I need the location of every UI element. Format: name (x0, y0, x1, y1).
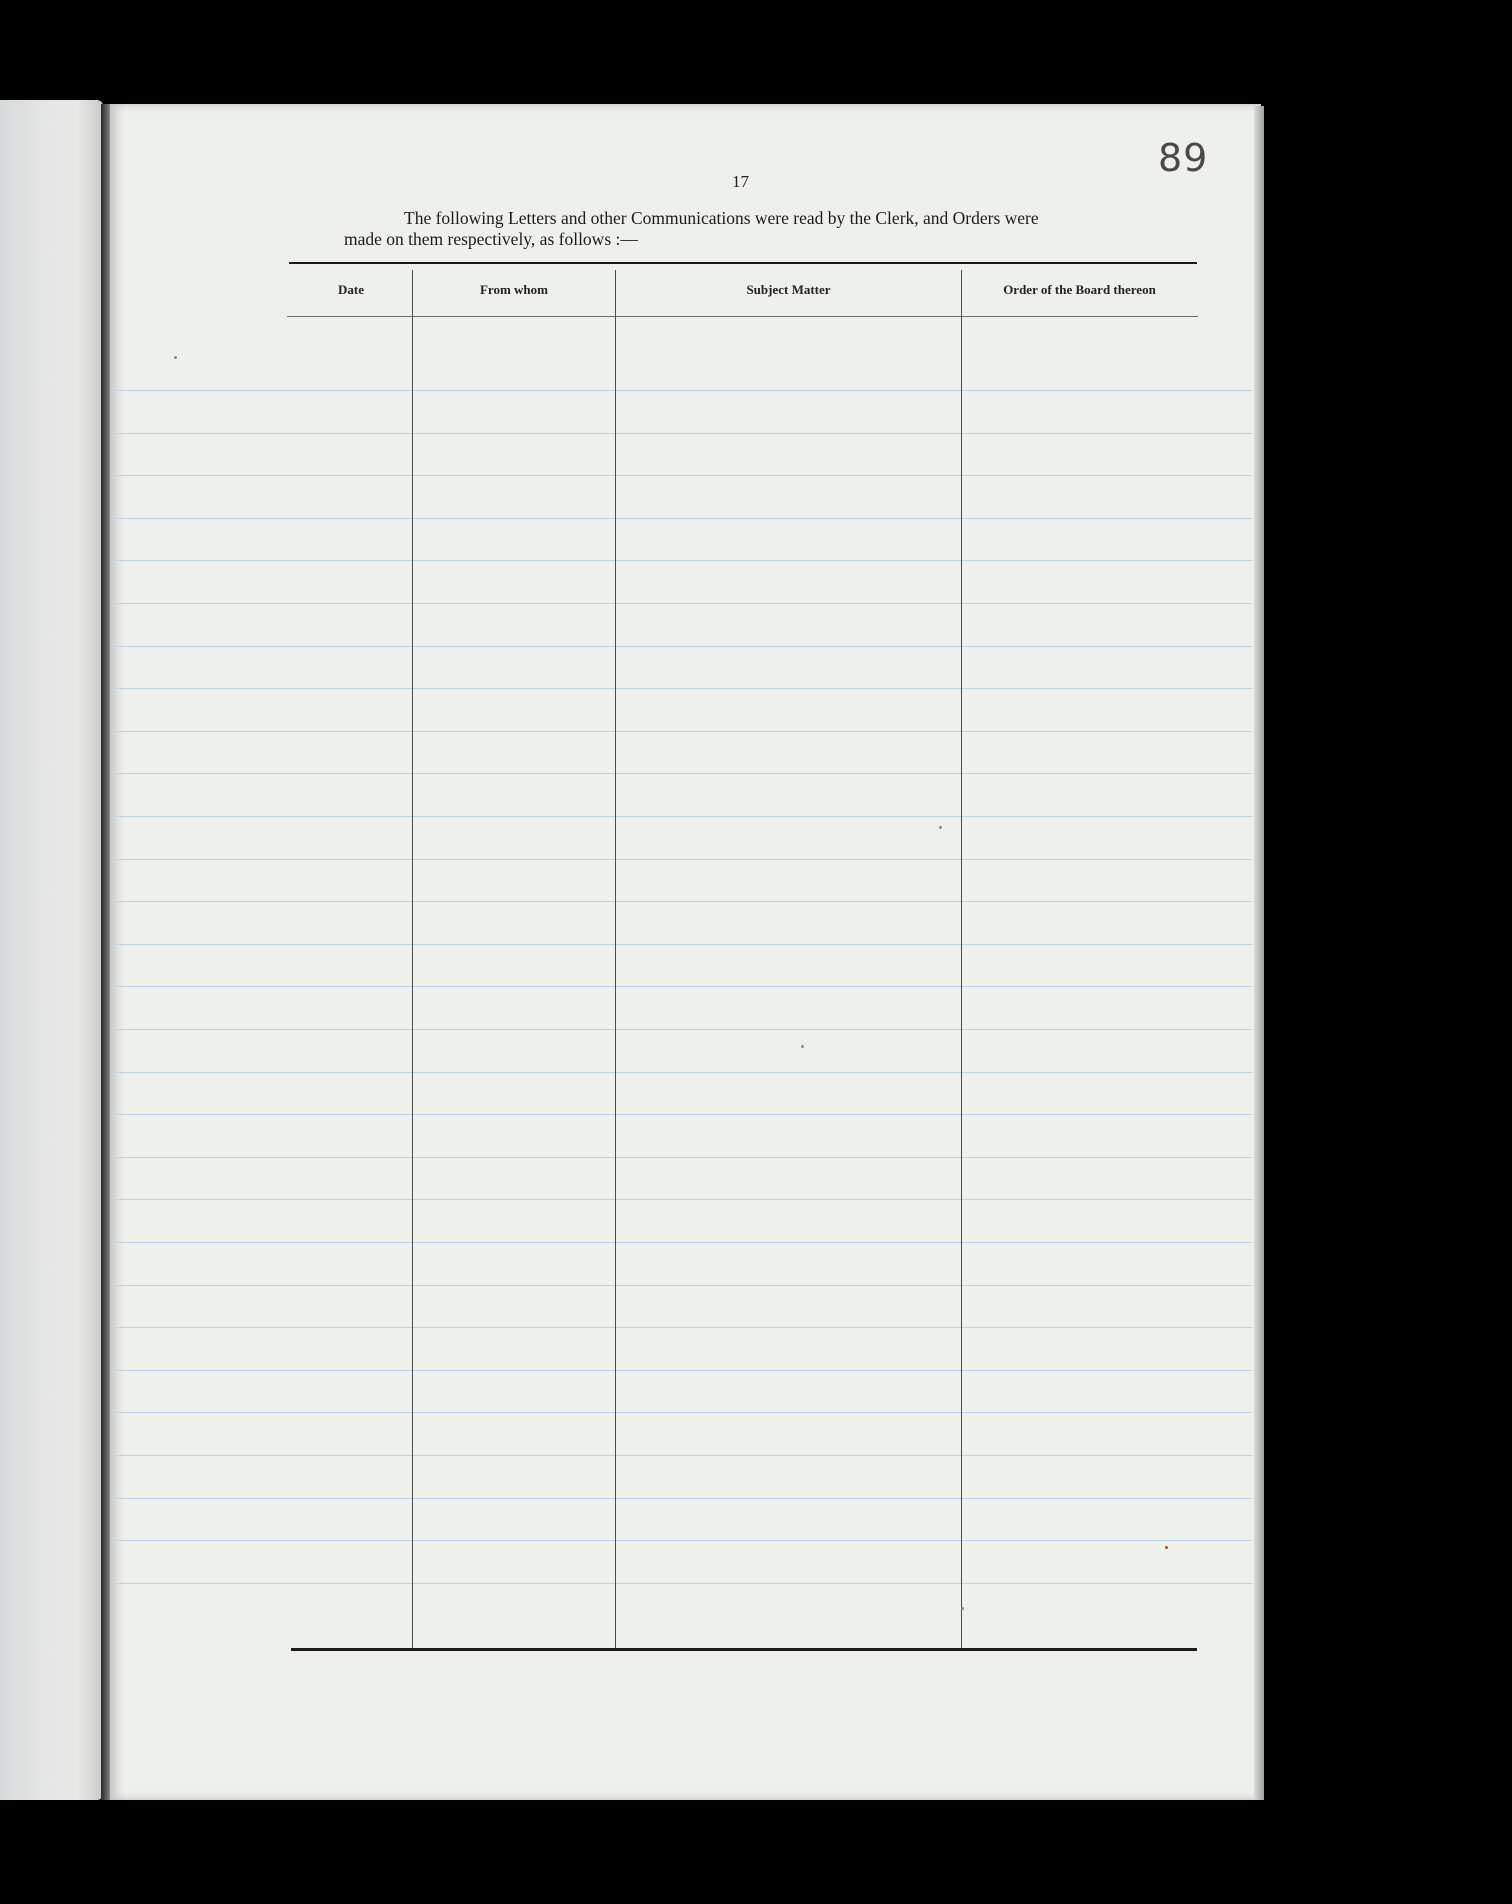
page-edge (1254, 106, 1264, 1800)
column-header-subject-matter: Subject Matter (746, 282, 831, 297)
column-divider-date (412, 270, 413, 1648)
column-header-from-whom: From whom (479, 282, 548, 297)
ledger-page (110, 104, 1261, 1800)
paper-speck (174, 356, 177, 359)
facing-page (0, 100, 103, 1800)
table-top-rule (289, 262, 1197, 264)
column-divider-from-whom (615, 270, 616, 1648)
paper-speck (939, 826, 942, 829)
page-number: 17 (732, 172, 749, 191)
intro-line-2: made on them respectively, as follows :— (344, 229, 638, 249)
intro-text (340, 208, 1170, 250)
table-bottom-rule (291, 1648, 1197, 1651)
table-header-rule (287, 316, 1198, 317)
paper-speck (1165, 1546, 1168, 1549)
column-header-order-of-board: Order of the Board thereon (1003, 282, 1156, 297)
intro-line-1: The following Letters and other Communications were read by the Clerk, and Orders were (404, 208, 1039, 228)
folio-number: 89 (1158, 136, 1209, 180)
paper-speck (801, 1045, 804, 1048)
column-divider-subject (961, 270, 962, 1648)
column-header-date: Date (338, 282, 364, 297)
paper-speck (961, 1607, 964, 1610)
